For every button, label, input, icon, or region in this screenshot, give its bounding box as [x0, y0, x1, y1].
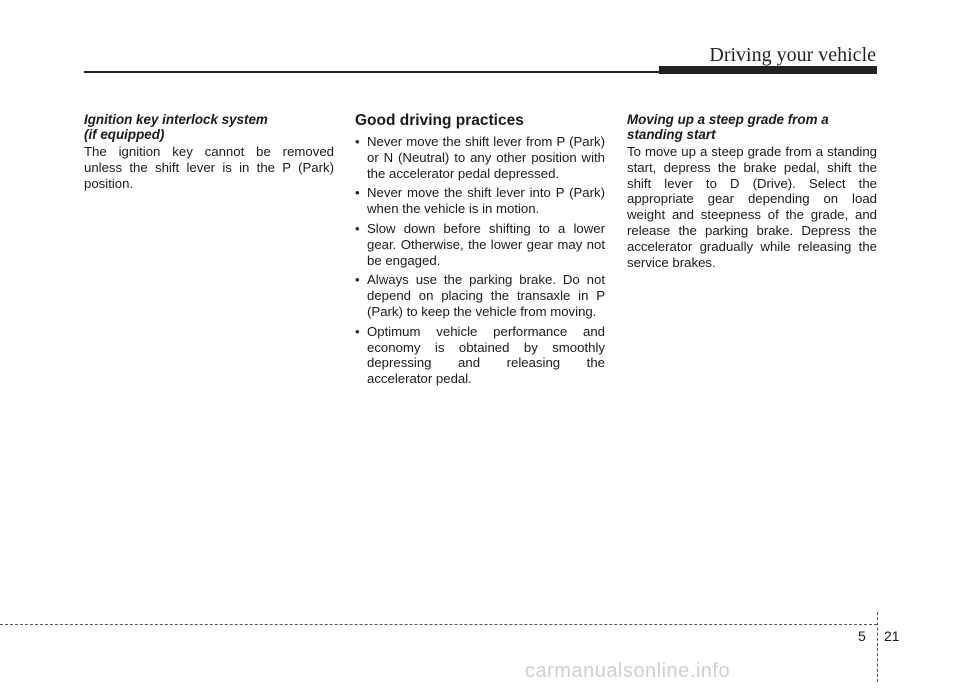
- list-item: [355, 134, 605, 181]
- bullet-icon: •: [355, 185, 360, 201]
- ignition-interlock-body: The ignition key cannot be removed unless the shift lever is in the P (Park) position.: [84, 144, 334, 191]
- steep-grade-body: To move up a steep grade from a standing start, depress the brake pedal, shift the shift lever to D (Drive). Select the appropriate gear depending on load weight and steepness of the grade, and release the parking brake. Depress the accelerator gradually while releasing the service brakes.: [627, 144, 877, 270]
- steep-grade-heading: [627, 112, 877, 142]
- watermark: carmanualsonline.info: [525, 660, 731, 682]
- ignition-interlock-heading: [84, 112, 334, 142]
- list-item: [355, 185, 605, 217]
- column-good-driving: [355, 112, 605, 391]
- header-title: Driving your vehicle: [709, 44, 876, 66]
- list-item-text: Never move the shift lever from P (Park) or N (Neutral) to any other position with the accelerator pedal depressed.: [367, 134, 605, 181]
- list-item: [355, 272, 605, 319]
- list-item-text: Never move the shift lever into P (Park) when the vehicle is in motion.: [367, 185, 605, 217]
- heading-line-1: Moving up a steep grade from a: [627, 112, 829, 127]
- list-item-text: Always use the parking brake. Do not depend on placing the transaxle in P (Park) to keep the vehicle from moving.: [367, 272, 605, 319]
- list-item-text: Slow down before shifting to a lower gear. Otherwise, the lower gear may not be engaged.: [367, 220, 605, 268]
- heading-line-1: Ignition key interlock system: [84, 112, 268, 127]
- column-steep-grade: [627, 112, 877, 270]
- footer-dashed-rule: [0, 624, 877, 625]
- bullet-icon: •: [355, 134, 360, 149]
- good-driving-list: [355, 134, 605, 387]
- bullet-icon: •: [355, 323, 360, 339]
- bullet-icon: •: [355, 220, 360, 236]
- footer-divider: [877, 612, 878, 682]
- header-rule-thin: [84, 71, 659, 73]
- heading-line-2: (if equipped): [84, 127, 165, 142]
- bullet-icon: •: [355, 272, 360, 288]
- good-driving-heading: Good driving practices: [355, 112, 524, 129]
- heading-line-2: standing start: [627, 127, 716, 142]
- list-item: [355, 221, 605, 268]
- list-item: [355, 324, 605, 387]
- page-number: 21: [884, 628, 900, 644]
- list-item-text: Optimum vehicle performance and economy is obtained by smoothly depressing and releasing the accelerator pedal.: [367, 323, 605, 387]
- header-rule-thick: [659, 66, 877, 74]
- column-ignition-interlock: [84, 112, 334, 191]
- chapter-number: 5: [858, 628, 866, 644]
